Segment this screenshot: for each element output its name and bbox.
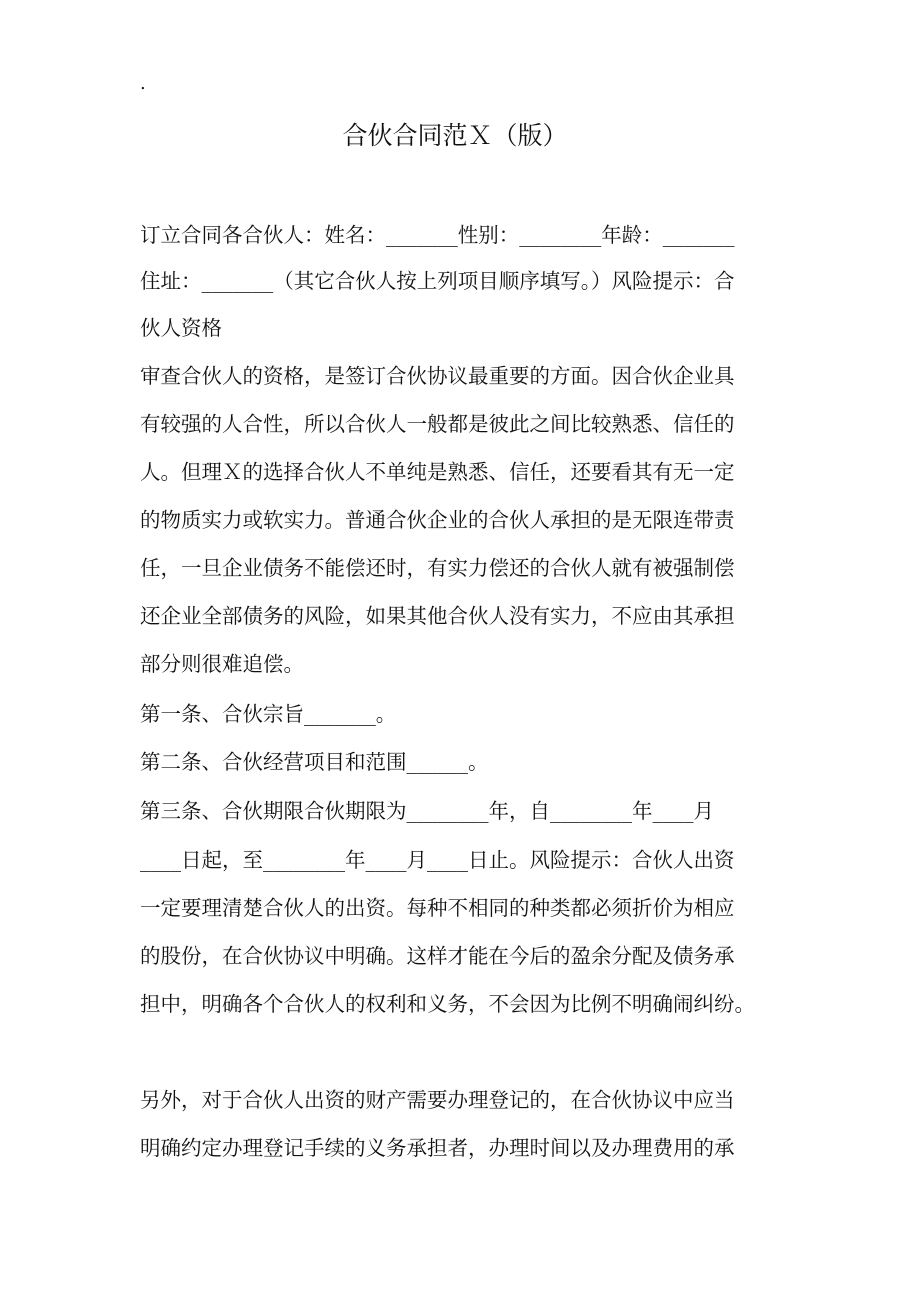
body-line-9: 还企业全部债务的风险，如果其他合伙人没有实力，不应由其承担: [140, 604, 735, 628]
body-line-8: 任，一旦企业债务不能偿还时，有实力偿还的合伙人就有被强制偿: [140, 556, 735, 580]
body-line-10: 部分则很难追偿。: [140, 652, 304, 676]
page-mark: .: [140, 73, 146, 94]
body-line-3: 伙人资格: [140, 316, 222, 340]
body-line-16: 的股份，在合伙协议中明确。这样才能在今后的盈余分配及债务承: [140, 944, 735, 968]
body-line-15: 一定要理清楚合伙人的出资。每种不相同的种类都必须折价为相应: [140, 896, 735, 920]
body-line-17: 担中，明确各个合伙人的权利和义务，不会因为比例不明确闹纠纷。: [140, 992, 755, 1016]
body-line-19: 明确约定办理登记手续的义务承担者，办理时间以及办理费用的承: [140, 1136, 735, 1160]
body-line-2: 住址：_______（其它合伙人按上列项目顺序填写。）风险提示：合: [140, 269, 735, 293]
body-line-18: 另外，对于合伙人出资的财产需要办理登记的，在合伙协议中应当: [140, 1088, 735, 1112]
body-line-7: 的物质实力或软实力。普通合伙企业的合伙人承担的是无限连带责: [140, 508, 735, 532]
body-line-4: 审查合伙人的资格，是签订合伙协议最重要的方面。因合伙企业具: [140, 364, 735, 388]
body-line-6: 人。但理Ｘ的选择合伙人不单纯是熟悉、信任，还要看其有无一定: [140, 460, 735, 484]
document-title: 合伙合同范Ｘ（版）: [342, 121, 568, 150]
body-line-14: ____日起，至________年____月____日止。风险提示：合伙人出资: [140, 848, 735, 872]
article-3-line: 第三条、合伙期限合伙期限为________年，自________年____月: [140, 799, 714, 823]
body-line-5: 有较强的人合性，所以合伙人一般都是彼此之间比较熟悉、信任的: [140, 412, 735, 436]
body-line-1: 订立合同各合伙人：姓名：_______性别：________年龄：_______: [140, 223, 735, 247]
article-1-line: 第一条、合伙宗旨_______。: [140, 702, 397, 726]
article-2-line: 第二条、合伙经营项目和范围______。: [140, 750, 489, 774]
